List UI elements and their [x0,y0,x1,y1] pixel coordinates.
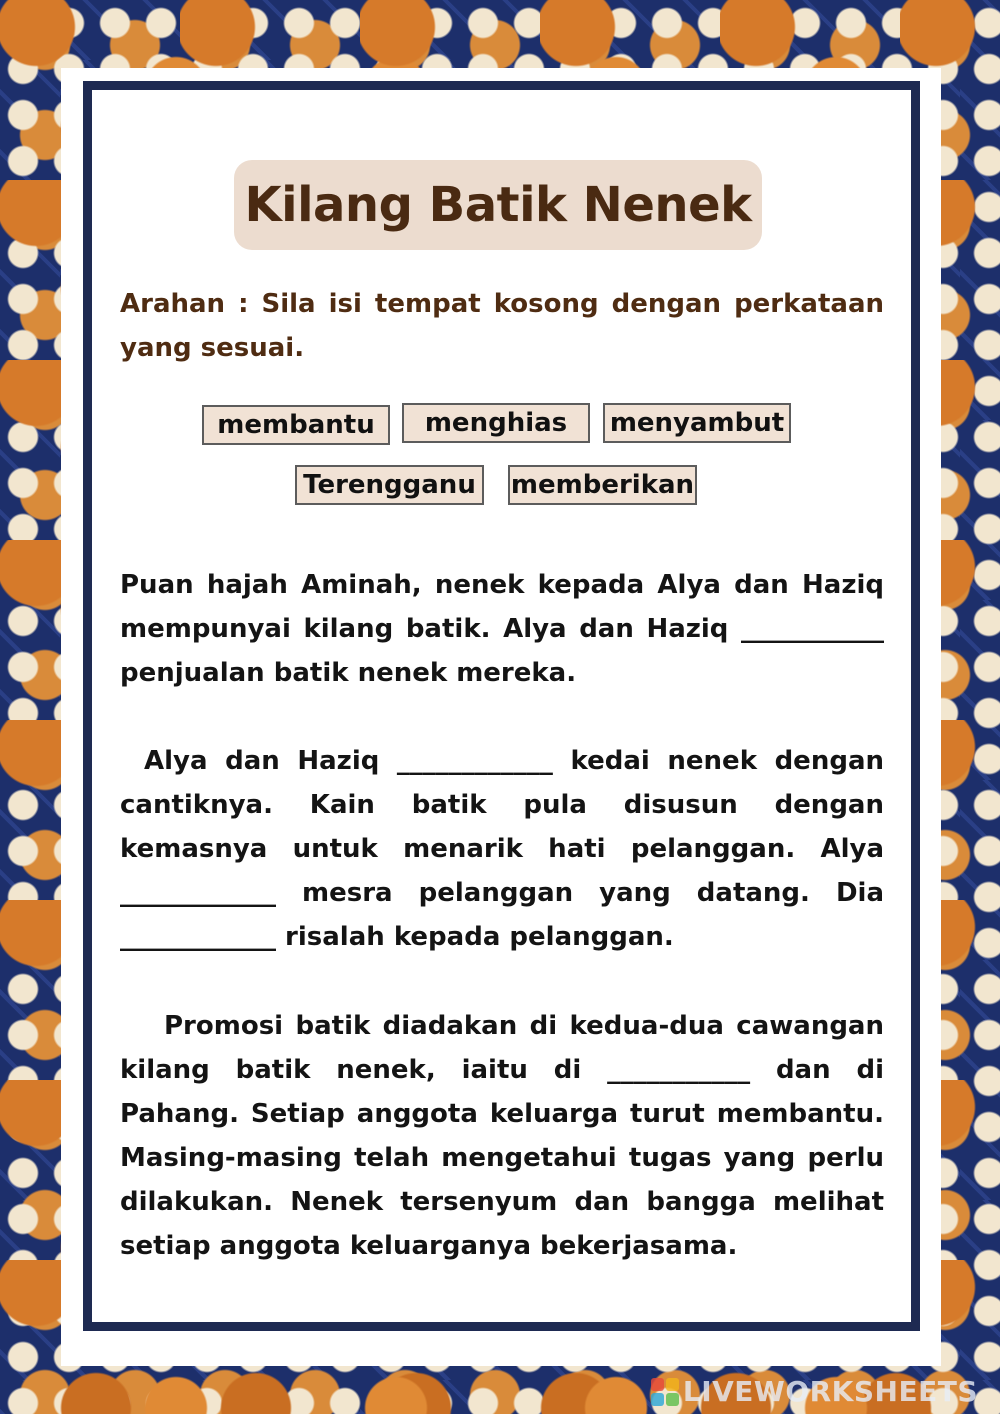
watermark [651,1375,978,1408]
watermark-text: LIVEWORKSHEETS [682,1375,978,1408]
story-paragraph-3: Promosi batik diadakan di kedua-dua cawangan kilang batik nenek, iaitu di ___________ dan di Pahang. Setiap anggota keluarga turut membantu. Masing-masing telah mengetahui tugas yang perlu dilakukan. Nenek tersenyum dan bangga melihat setiap anggota keluarganya bekerjasama. [120,1011,884,1261]
word-bank-item[interactable]: menghias [402,403,590,443]
word-bank-item[interactable]: Terengganu [295,465,484,505]
word-bank-item[interactable]: membantu [202,405,390,445]
worksheet-page [61,68,941,1366]
page-title: Kilang Batik Nenek [244,177,752,233]
liveworksheets-logo-icon [651,1378,679,1406]
instructions: Arahan : Sila isi tempat kosong dengan perkataan yang sesuai. [120,289,884,363]
word-bank-item[interactable]: memberikan [508,465,697,505]
title-banner [234,160,762,250]
word-bank-item[interactable]: menyambut [603,403,791,443]
story-paragraph-1: Puan hajah Aminah, nenek kepada Alya dan Haziq mempunyai kilang batik. Alya dan Haziq ___________ penjualan batik nenek mereka. [120,570,884,688]
story-paragraph-2: Alya dan Haziq ____________ kedai nenek dengan cantiknya. Kain batik pula disusun dengan kemasnya untuk menarik hati pelanggan. Alya ____________ mesra pelanggan yang datang. Dia ____________ risalah kepada pelanggan. [120,746,884,952]
